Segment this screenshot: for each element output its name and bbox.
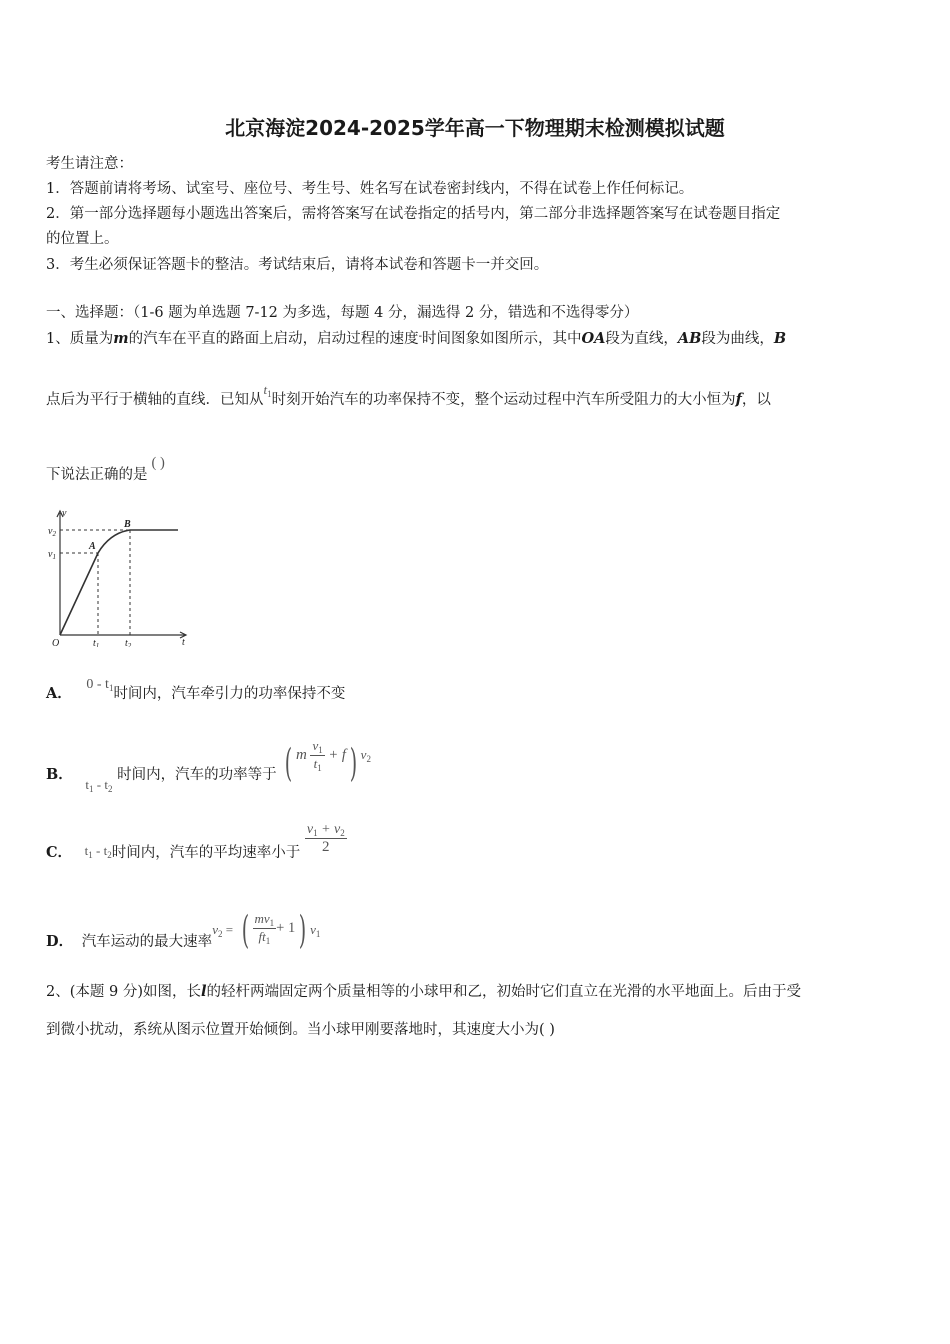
graph-v-axis-label: v xyxy=(62,508,67,519)
graph-t-axis-label: t xyxy=(182,637,185,647)
q2-stem-line-1: 2、(本题 9 分)如图，长l的轻杆两端固定两个质量相等的小球甲和乙，初始时它们直立在光滑的水平地面上。后由于受 xyxy=(46,983,801,1000)
q1-option-c: C． $t_1 - t_2$时间内，汽车的平均速率小于 $\frac{v_1 + v_2}{2}$ xyxy=(46,822,345,861)
q2-stem-line-2: 到微小扰动，系统从图示位置开始倾倒。当小球甲刚要落地时，其速度大小为( ) xyxy=(46,1022,555,1038)
graph-point-b: B xyxy=(124,519,131,530)
q1-option-b: B． $t_1 - t_2$ 时间内，汽车的功率等于 ( m $\frac{v_1}{t_1}$ + f) $v_2$ xyxy=(46,738,371,794)
q1-stem-line-2: 点后为平行于横轴的直线．已知从$t_1$时刻开始汽车的功率保持不变，整个运动过程中汽车所受阻力的大小恒为f，以 xyxy=(46,382,771,408)
graph-t1-label: $t_1$ xyxy=(93,638,100,647)
q1-vt-graph xyxy=(46,505,196,647)
graph-v1-label: $v_1$ xyxy=(48,549,56,561)
q1-option-d: D． 汽车运动的最大速率$v_2$ = ( $\frac{mv_1}{ft_1}$ + 1) $v_1$ xyxy=(46,908,321,952)
section-heading: 一、选择题：（1-6 题为单选题 7-12 为多选，每题 4 分，漏选得 2 分，错选和不选得零分） xyxy=(46,305,639,321)
notice-item-2: 2．第一部分选择题每小题选出答案后，需将答案写在试卷指定的括号内，第二部分非选择题答案写在试卷题目指定 xyxy=(46,206,781,222)
graph-point-a: A xyxy=(89,541,96,552)
notice-heading: 考生请注意： xyxy=(46,156,133,172)
q1-stem-line-3: 下说法正确的是( ) xyxy=(46,455,165,483)
page-title: 北京海淀2024-2025学年高一下物理期末检测模拟试题 xyxy=(225,116,725,140)
notice-item-3: 3．考生必须保证答题卡的整洁。考试结束后，请将本试卷和答题卡一并交回。 xyxy=(46,257,549,273)
q1-option-a: A． $0 - t_1$时间内，汽车牵引力的功率保持不变 xyxy=(46,677,346,702)
graph-v2-label: $v_2$ xyxy=(48,526,56,538)
graph-t2-label: $t_2$ xyxy=(125,638,132,647)
graph-origin-label: O xyxy=(52,638,60,647)
q1-stem-line-1: 1、质量为m的汽车在平直的路面上启动，启动过程的速度-时间图象如图所示，其中OA段为直线，AB段为曲线，B xyxy=(46,330,787,347)
notice-item-1: 1．答题前请将考场、试室号、座位号、考生号、姓名写在试卷密封线内，不得在试卷上作任何标记。 xyxy=(46,181,694,197)
notice-item-2-cont: 的位置上。 xyxy=(46,231,119,247)
